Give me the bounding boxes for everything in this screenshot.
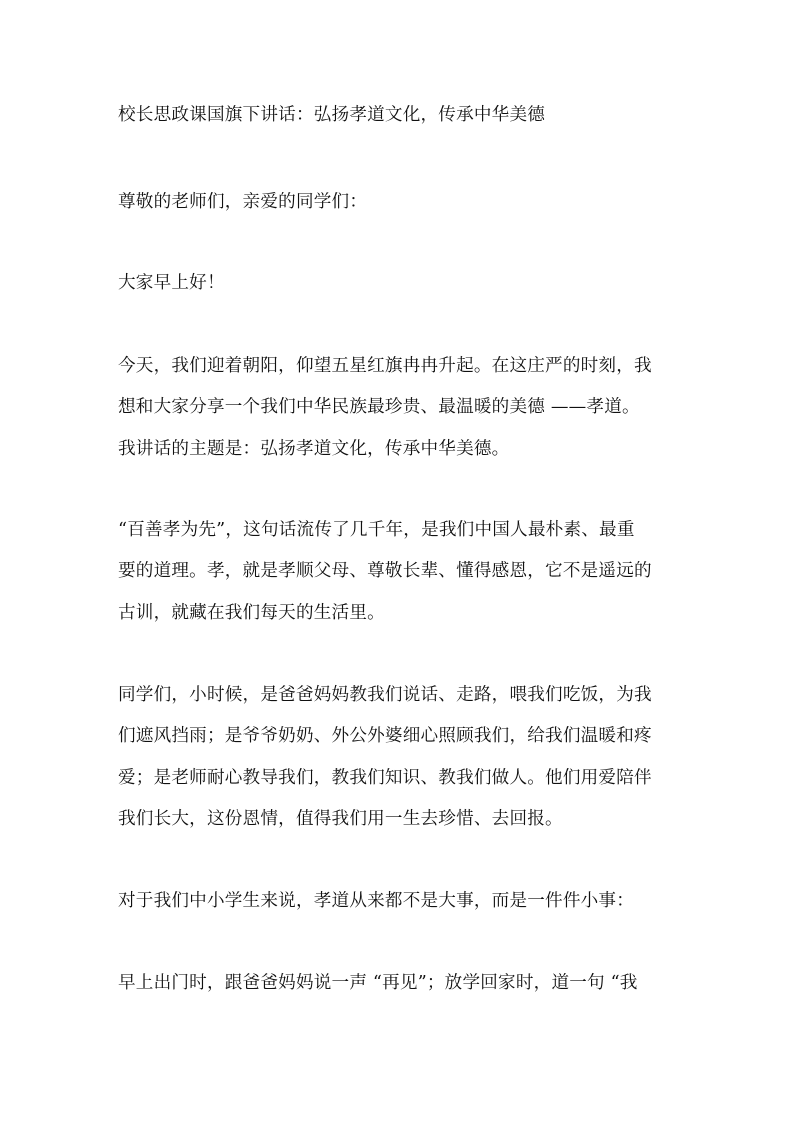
paragraph-line: 我讲话的主题是：弘扬孝道文化，传承中华美德。 xyxy=(118,438,510,459)
paragraph-1 xyxy=(118,346,698,470)
salutation xyxy=(118,263,698,304)
paragraph-4 xyxy=(118,881,698,922)
paragraph-2 xyxy=(118,510,698,634)
document-title xyxy=(118,95,698,136)
title-text: 校长思政课国旗下讲话：弘扬孝道文化，传承中华美德 xyxy=(118,105,546,125)
greeting-text: 尊敬的老师们，亲爱的同学们： xyxy=(118,192,368,212)
paragraph-line: 古训，就藏在我们每天的生活里。 xyxy=(118,602,385,623)
greeting xyxy=(118,182,698,223)
paragraph-line: 早上出门时，跟爸爸妈妈说一声 “再见”；放学回家时，道一句 “我 xyxy=(118,973,638,993)
paragraph-line: 们遮风挡雨；是爷爷奶奶、外公外婆细心照顾我们，给我们温暖和疼 xyxy=(118,726,652,747)
salutation-text: 大家早上好！ xyxy=(118,273,225,293)
paragraph-line: 今天，我们迎着朝阳，仰望五星红旗冉冉升起。在这庄严的时刻，我 xyxy=(118,356,652,376)
paragraph-line: 要的道理。孝，就是孝顺父母、尊敬长辈、懂得感恩，它不是遥远的 xyxy=(118,561,652,582)
paragraph-line: 对于我们中小学生来说，孝道从来都不是大事，而是一件件小事： xyxy=(118,891,635,911)
paragraph-3 xyxy=(118,675,698,840)
paragraph-line: 爱；是老师耐心教导我们，教我们知识、教我们做人。他们用爱陪伴 xyxy=(118,767,652,788)
paragraph-line: 同学们，小时候，是爸爸妈妈教我们说话、走路，喂我们吃饭，为我 xyxy=(118,685,652,705)
paragraph-line: 想和大家分享一个我们中华民族最珍贵、最温暖的美德 ——孝道。 xyxy=(118,397,640,418)
paragraph-line: “百善孝为先”，这句话流传了几千年，是我们中国人最朴素、最重 xyxy=(118,520,635,540)
paragraph-5 xyxy=(118,963,698,1004)
paragraph-line: 我们长大，这份恩情，值得我们用一生去珍惜、去回报。 xyxy=(118,808,563,829)
